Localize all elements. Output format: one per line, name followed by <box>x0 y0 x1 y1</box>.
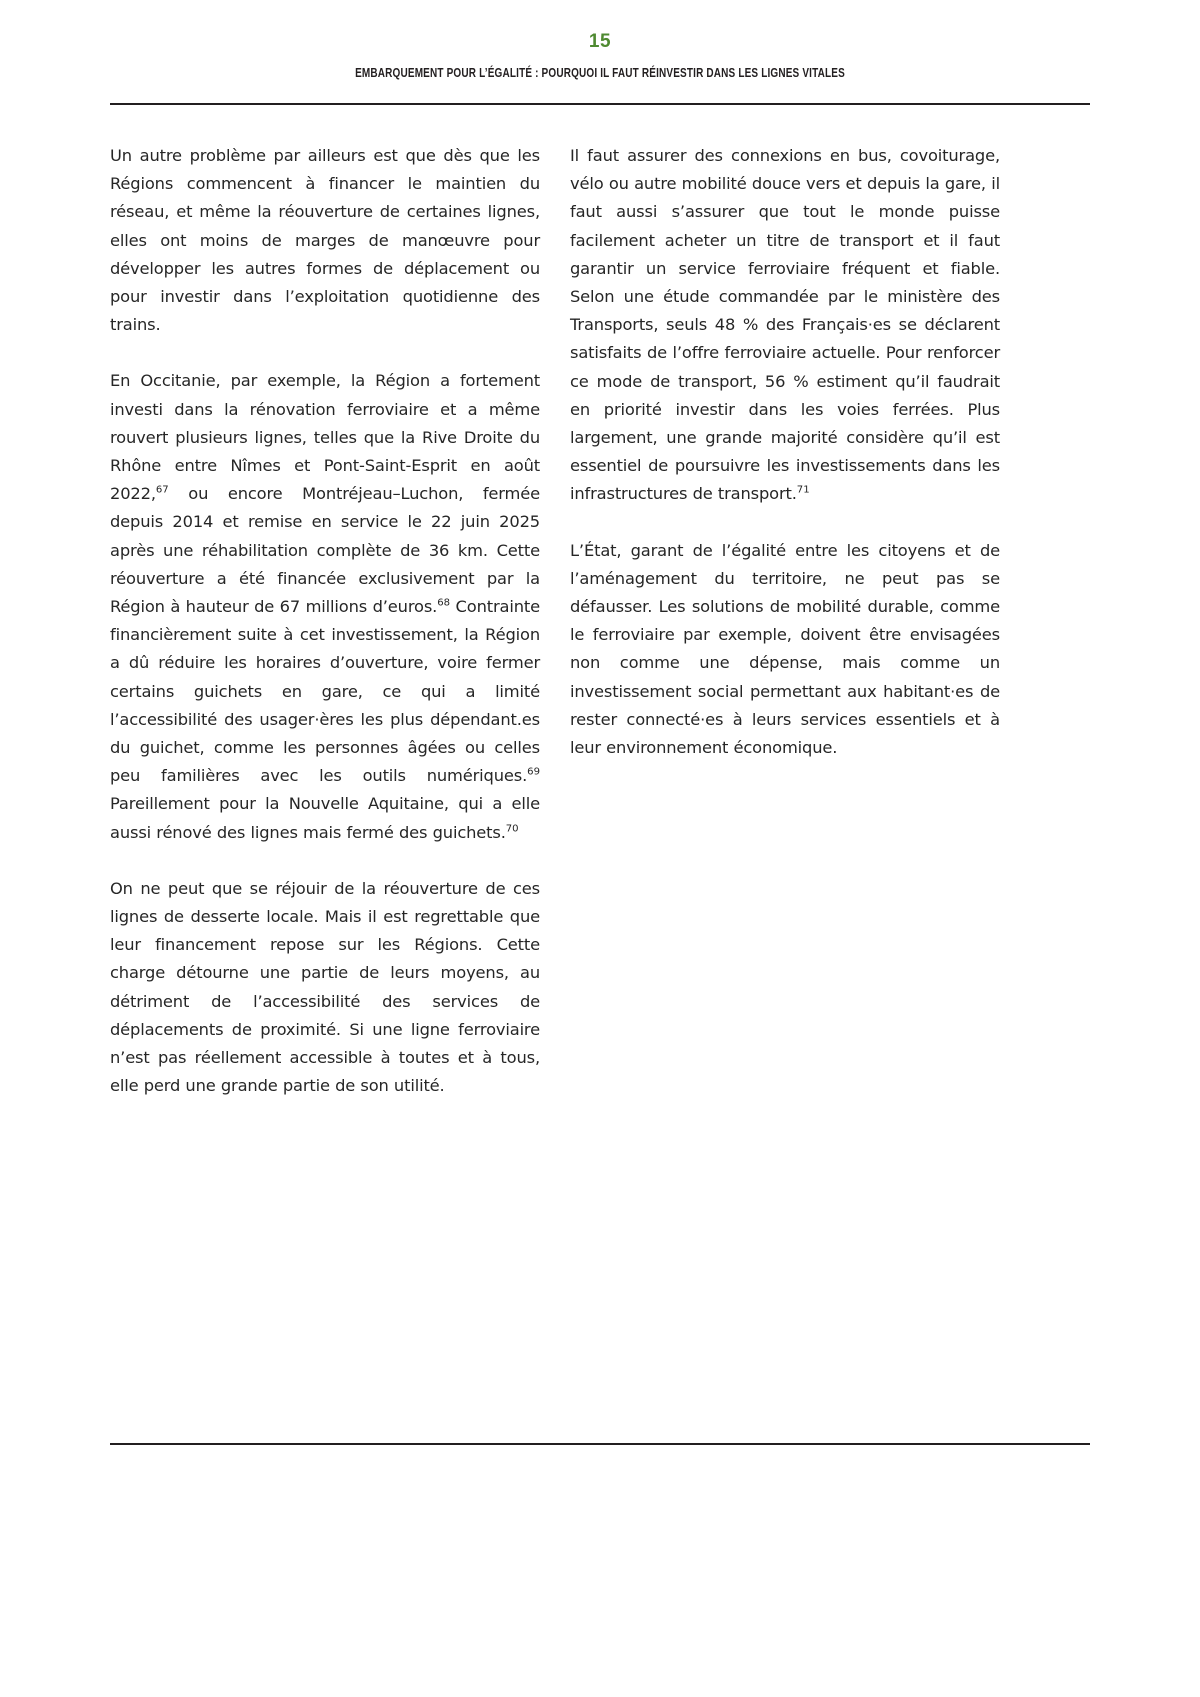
paragraph: En Occitanie, par exemple, la Région a fortement investi dans la rénovation ferroviaire et a même rouvert plusieurs lignes, telles que la Rive Droite du Rhône entre Nîmes et Pont-Saint-Esprit en août 2022,67 ou encore Montréjeau–Luchon, fermée depuis 2014 et remise en service le 22 juin 2025 après une réhabilitation complète de 36 km. Cette réouverture a été financée exclusivement par la Région à hauteur de 67 millions d’euros.$^{68}$ Contrainte financièrement suite à cet investissement, la Région a dû réduire les horaires d’ouverture, voire fermer certains guichets en gare, ce qui a limité l’accessibilité des usager·ères les plus dépendant.es du guichet, comme les personnes âgées ou celles peu familières avec les outils numériques.$^{69}$ Pareillement pour la Nouvelle Aquitaine, qui a elle aussi rénové des lignes mais fermé des guichets.$^{70}$ <box>110 371 540 842</box>
two-column-body <box>110 142 1000 1101</box>
page-number: 15 <box>588 31 612 52</box>
paragraph: Un autre problème par ailleurs est que dès que les Régions commencent à financer le maintien du réseau, et même la réouverture de certaines lignes, elles ont moins de marges de manœuvre pour développer les autres formes de déplacement ou pour investir dans l’exploitation quotidienne des trains. <box>110 146 540 335</box>
running-head <box>0 32 1200 80</box>
header-rule <box>110 103 1090 105</box>
paragraph: On ne peut que se réjouir de la réouverture de ces lignes de desserte locale. Mais il est regrettable que leur financement repose sur les Régions. Cette charge détourne une partie de leurs moyens, au détriment de l’accessibilité des services de déplacements de proximité. Si une ligne ferroviaire n’est pas réellement accessible à toutes et à tous, elle perd une grande partie de son utilité. <box>110 878 540 1096</box>
footnote-marker[interactable]: 67 <box>155 484 169 496</box>
left-column <box>110 142 540 1101</box>
paragraph: L’État, garant de l’égalité entre les citoyens et de l’aménagement du territoire, ne peut pas se défausser. Les solutions de mobilité durable, comme le ferroviaire par exemple, doivent être envisagées non comme une dépense, mais comme un investissement social permettant aux habitant·es de rester connecté·es à leurs services essentiels et à leur environnement économique. <box>570 540 1000 758</box>
right-column <box>570 142 1000 762</box>
footnote-marker[interactable]: 70 <box>505 823 519 835</box>
footnote-marker[interactable]: 68 <box>437 597 451 609</box>
running-title: EMBARQUEMENT POUR L’ÉGALITÉ : POURQUOI IL FAUT RÉINVESTIR DANS LES LIGNES VITALES <box>355 66 845 80</box>
footer-rule <box>110 1443 1090 1445</box>
footnote-marker[interactable]: 71 <box>796 485 810 497</box>
footnote-marker[interactable]: 69 <box>527 766 540 778</box>
paragraph: Il faut assurer des connexions en bus, covoiturage, vélo ou autre mobilité douce vers et depuis la gare, il faut aussi s’assurer que tout le monde puisse facilement acheter un titre de transport et il faut garantir un service ferroviaire fréquent et fiable. Selon une étude commandée par le ministère des Transports, seuls 48 % des Français·es se déclarent satisfaits de l’offre ferroviaire actuelle. Pour renforcer ce mode de transport, 56 % estiment qu’il faudrait en priorité investir dans les voies ferrées. Plus largement, une grande majorité considère qu’il est essentiel de poursuivre les investissements dans les infrastructures de transport.$^{71}$ <box>570 146 1000 504</box>
